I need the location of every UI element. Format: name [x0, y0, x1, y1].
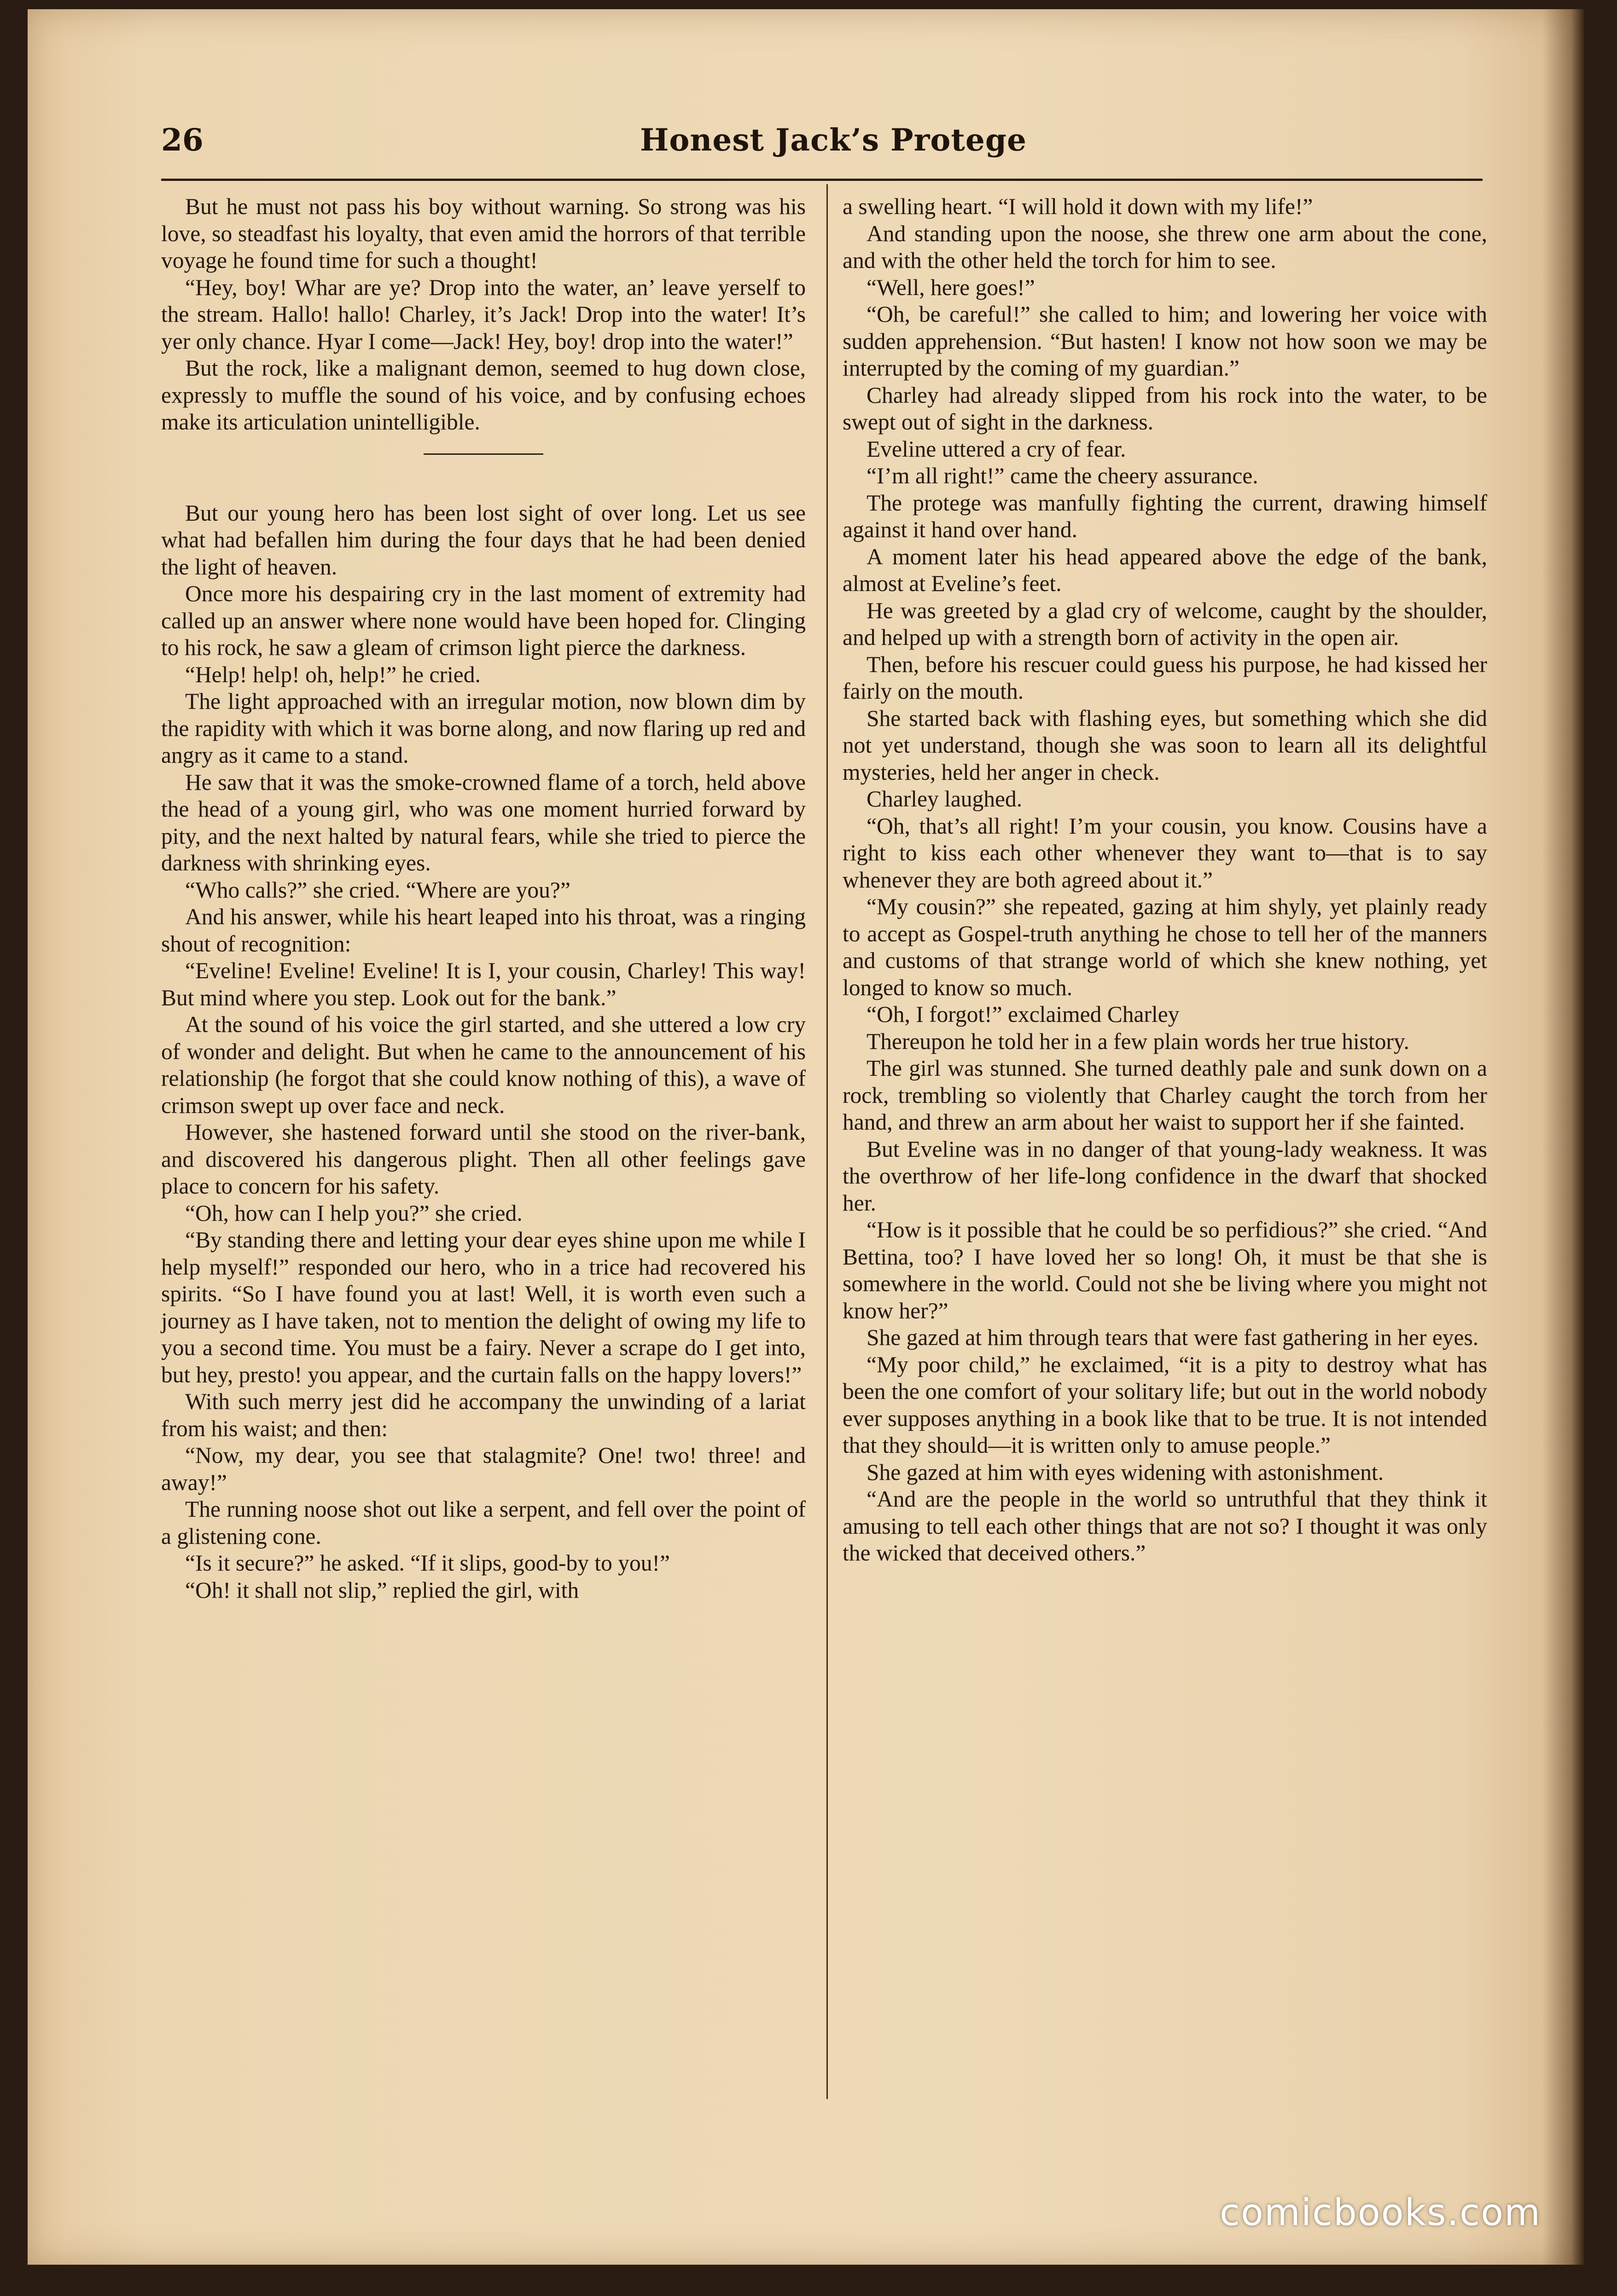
paragraph: Charley laughed. [867, 786, 1023, 812]
paragraph: He was greeted by a glad cry of welcome, caught by the shoulder, and helped up with a strength born of activity in the open air. [843, 597, 1487, 650]
paragraph: “Oh! it shall not slip,” replied the girl, with [185, 1577, 579, 1603]
paragraph: “Now, my dear, you see that stalagmite? One! two! three! and away!” [161, 1443, 806, 1495]
paragraph: He saw that it was the smoke-crowned flame of a torch, held above the head of a young girl, who was one moment hurried forward by pity, and the next halted by natural fears, while she tried to pierce the darkness with shrinking eyes. [161, 769, 806, 875]
paragraph: The girl was stunned. She turned deathly pale and sunk down on a rock, trembling so violently that Charley caught the torch from her hand, and threw an arm about her waist to support her if she fainted. [843, 1055, 1487, 1135]
paragraph: “Oh, that’s all right! I’m your cousin, you know. Cousins have a right to kiss each other whenever they want to—that is to say whenever they are both agreed about it.” [843, 813, 1487, 893]
header-rule [161, 179, 1483, 181]
paragraph: But Eveline was in no danger of that young-lady weakness. It was the overthrow of her life-long confidence in the dwarf that shocked her. [843, 1136, 1487, 1216]
paragraph: But the rock, like a malignant demon, seemed to hug down close, expressly to muffle the sound of his voice, and by confusing echoes make its articulation unintelligible. [161, 355, 806, 435]
paragraph: “How is it possible that he could be so perfidious?” she cried. “And Bettina, too? I have loved her so long! Oh, it must be that she is somewhere in the world. Could not she be living where you might not know her?” [843, 1217, 1487, 1323]
page-header [161, 122, 1483, 173]
paragraph: Once more his despairing cry in the last moment of extremity had called up an answer where none would have been hoped for. Clinging to his rock, he saw a gleam of crimson light pierce the darkness. [161, 581, 806, 660]
paragraph: “Well, here goes!” [867, 274, 1035, 300]
paragraph: a swelling heart. “I will hold it down with my life!” [843, 194, 1313, 219]
right-column [843, 193, 1487, 1567]
paragraph: With such merry jest did he accompany the unwinding of a lariat from his waist; and then: [161, 1389, 806, 1441]
paragraph: “Eveline! Eveline! Eveline! It is I, your cousin, Charley! This way! But mind where you step. Look out for the bank.” [161, 958, 806, 1010]
paragraph: “And are the people in the world so untruthful that they think it amusing to tell each other things that are not so? I thought it was only the wicked that deceived others.” [843, 1486, 1487, 1565]
paragraph: The running noose shot out like a serpent, and fell over the point of a glistening cone. [161, 1496, 806, 1549]
section-divider [424, 453, 543, 455]
paragraph: She started back with flashing eyes, but something which she did not yet understand, though she was soon to learn all its delightful mysteries, held her anger in check. [843, 705, 1487, 785]
running-title: Honest Jack’s Protege [640, 122, 1027, 158]
paragraph: And standing upon the noose, she threw one arm about the cone, and with the other held the torch for him to see. [843, 220, 1487, 273]
paragraph: “Help! help! oh, help!” he cried. [185, 661, 481, 687]
paragraph: The protege was manfully fighting the current, drawing himself against it hand over hand. [843, 490, 1487, 542]
paragraph: “My cousin?” she repeated, gazing at him shyly, yet plainly ready to accept as Gospel-truth anything he chose to tell her of the manners and customs of that strange world of which she knew nothing, yet longed to know so much. [843, 894, 1487, 1000]
paragraph: Thereupon he told her in a few plain words her true history. [867, 1028, 1409, 1054]
paragraph: “Oh, how can I help you?” she cried. [185, 1200, 523, 1226]
left-column [161, 193, 806, 1604]
watermark: comicbooks.com [1219, 2191, 1541, 2234]
paragraph: Eveline uttered a cry of fear. [867, 436, 1126, 462]
paragraph: “I’m all right!” came the cheery assurance. [867, 463, 1258, 488]
paragraph: Then, before his rescuer could guess his purpose, he had kissed her fairly on the mouth. [843, 651, 1487, 704]
paragraph: “Is it secure?” he asked. “If it slips, good-by to you!” [185, 1550, 670, 1576]
paragraph: “My poor child,” he exclaimed, “it is a pity to destroy what has been the one comfort of your solitary life; but out in the world nobody ever supposes anything in a book like that to be true. It is not intended that they should—it is written only to amuse people.” [843, 1351, 1487, 1458]
page-number: 26 [161, 122, 204, 158]
paragraph: However, she hastened forward until she stood on the river-bank, and discovered his dangerous plight. Then all other feelings gave place to concern for his safety. [161, 1119, 806, 1199]
paragraph: And his answer, while his heart leaped into his throat, was a ringing shout of recognition: [161, 904, 806, 957]
paragraph: “Who calls?” she cried. “Where are you?” [185, 877, 570, 903]
paragraph: She gazed at him with eyes widening with astonishment. [867, 1459, 1384, 1485]
paragraph: But our young hero has been lost sight of over long. Let us see what had befallen him during the four days that he had been denied the light of heaven. [161, 500, 806, 580]
paragraph: The light approached with an irregular motion, now blown dim by the rapidity with which it was borne along, and now flaring up red and angry as it came to a stand. [161, 689, 806, 768]
paragraph: At the sound of his voice the girl started, and she uttered a low cry of wonder and delight. But when he came to the announcement of his relationship (he forgot that she could know nothing of this), a wave of crimson swept up over face and neck. [161, 1012, 806, 1118]
paragraph: She gazed at him through tears that were fast gathering in her eyes. [867, 1325, 1479, 1350]
paragraph: “Hey, boy! Whar are ye? Drop into the water, an’ leave yerself to the stream. Hallo! hallo! Charley, it’s Jack! Drop into the water! It’s yer only chance. Hyar I come—Jack! Hey, boy! drop into the water!” [161, 274, 806, 354]
paragraph: “By standing there and letting your dear eyes shine upon me while I help myself!” responded our hero, who in a trice had recovered his spirits. “So I have found you at last! Well, it is worth even such a journey as I have taken, not to mention the delight of owing my life to you a second time. You must be a fairy. Never a scrape do I get into, but hey, presto! you appear, and the curtain falls on the happy lovers!” [161, 1227, 806, 1387]
paragraph: Charley had already slipped from his rock into the water, to be swept out of sight in the darkness. [843, 382, 1487, 435]
column-divider [826, 184, 828, 2099]
paragraph: But he must not pass his boy without warning. So strong was his love, so steadfast his loyalty, that even amid the horrors of that terrible voyage he found time for such a thought! [161, 194, 806, 273]
paragraph: “Oh, be careful!” she called to him; and lowering her voice with sudden apprehension. “But hasten! I know not how soon we may be interrupted by the coming of my guardian.” [843, 301, 1487, 381]
paragraph: “Oh, I forgot!” exclaimed Charley [867, 1002, 1180, 1027]
paragraph: A moment later his head appeared above the edge of the bank, almost at Eveline’s feet. [843, 544, 1487, 596]
page-gutter-shadow [1542, 9, 1584, 2265]
